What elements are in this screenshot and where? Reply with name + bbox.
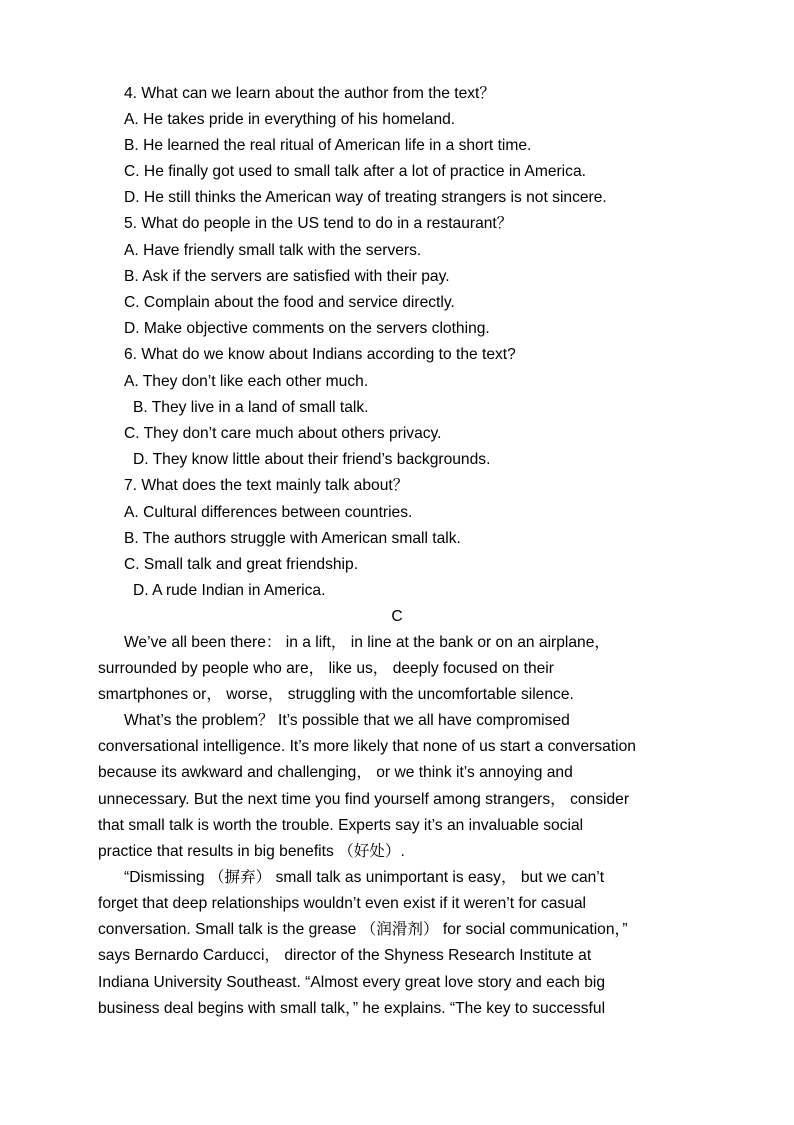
section-heading: C <box>391 608 403 625</box>
question-7-option-d: D. A rude Indian in America. <box>133 582 326 599</box>
question-5-option-a: A. Have friendly small talk with the servers. <box>124 242 422 259</box>
question-5-stem: 5. What do people in the US tend to do in a restaurant？ <box>124 215 513 232</box>
paragraph-1-line-3: smartphones or， worse， struggling with the uncomfortable silence. <box>98 686 574 703</box>
paragraph-2-line-4: unnecessary. But the next time you find yourself among strangers， consider <box>98 791 630 808</box>
question-5-option-d: D. Make objective comments on the servers clothing. <box>124 320 490 337</box>
paragraph-3-line-6: business deal begins with small talk，” he explains. “The key to successful <box>98 1000 606 1017</box>
paragraph-1-line-2: surrounded by people who are， like us， deeply focused on their <box>98 660 554 677</box>
paragraph-2-line-1: What’s the problem？ It’s possible that we all have compromised <box>124 712 570 729</box>
question-4-option-b: B. He learned the real ritual of American life in a short time. <box>124 137 532 154</box>
paragraph-2-line-2: conversational intelligence. It’s more likely that none of us start a conversation <box>98 738 636 755</box>
question-6-option-c: C. They don’t care much about others privacy. <box>124 425 442 442</box>
question-7-stem: 7. What does the text mainly talk about？ <box>124 477 409 494</box>
question-7-option-a: A. Cultural differences between countries. <box>124 504 413 521</box>
question-4-option-a: A. He takes pride in everything of his homeland. <box>124 111 456 128</box>
paragraph-3-line-2: forget that deep relationships wouldn’t even exist if it weren’t for casual <box>98 895 587 912</box>
paragraph-2-line-6: practice that results in big benefits （好处）. <box>98 843 405 860</box>
question-6-stem: 6. What do we know about Indians according to the text? <box>124 346 516 363</box>
question-5-option-c: C. Complain about the food and service directly. <box>124 294 455 311</box>
paragraph-3-line-1: “Dismissing （摒弃） small talk as unimportant is easy， but we can’t <box>124 869 605 886</box>
question-6-option-a: A. They don’t like each other much. <box>124 373 369 390</box>
question-4-option-d: D. He still thinks the American way of treating strangers is not sincere. <box>124 189 607 206</box>
paragraph-2-line-5: that small talk is worth the trouble. Experts say it’s an invaluable social <box>98 817 584 834</box>
paragraph-3-line-5: Indiana University Southeast. “Almost every great love story and each big <box>98 974 606 991</box>
question-7-option-c: C. Small talk and great friendship. <box>124 556 359 573</box>
question-6-option-d: D. They know little about their friend’s backgrounds. <box>133 451 491 468</box>
paragraph-3-line-4: says Bernardo Carducci， director of the Shyness Research Institute at <box>98 947 592 964</box>
paragraph-3-line-3: conversation. Small talk is the grease （润滑剂） for social communication，” <box>98 921 628 938</box>
paragraph-1-line-1: We’ve all been there： in a lift， in line at the bank or on an airplane， <box>124 634 610 651</box>
question-7-option-b: B. The authors struggle with American small talk. <box>124 530 461 547</box>
question-5-option-b: B. Ask if the servers are satisfied with their pay. <box>124 268 450 285</box>
question-4-stem: 4. What can we learn about the author from the text？ <box>124 85 495 102</box>
question-4-option-c: C. He finally got used to small talk after a lot of practice in America. <box>124 163 586 180</box>
question-6-option-b: B. They live in a land of small talk. <box>133 399 369 416</box>
paragraph-2-line-3: because its awkward and challenging， or we think it’s annoying and <box>98 764 573 781</box>
